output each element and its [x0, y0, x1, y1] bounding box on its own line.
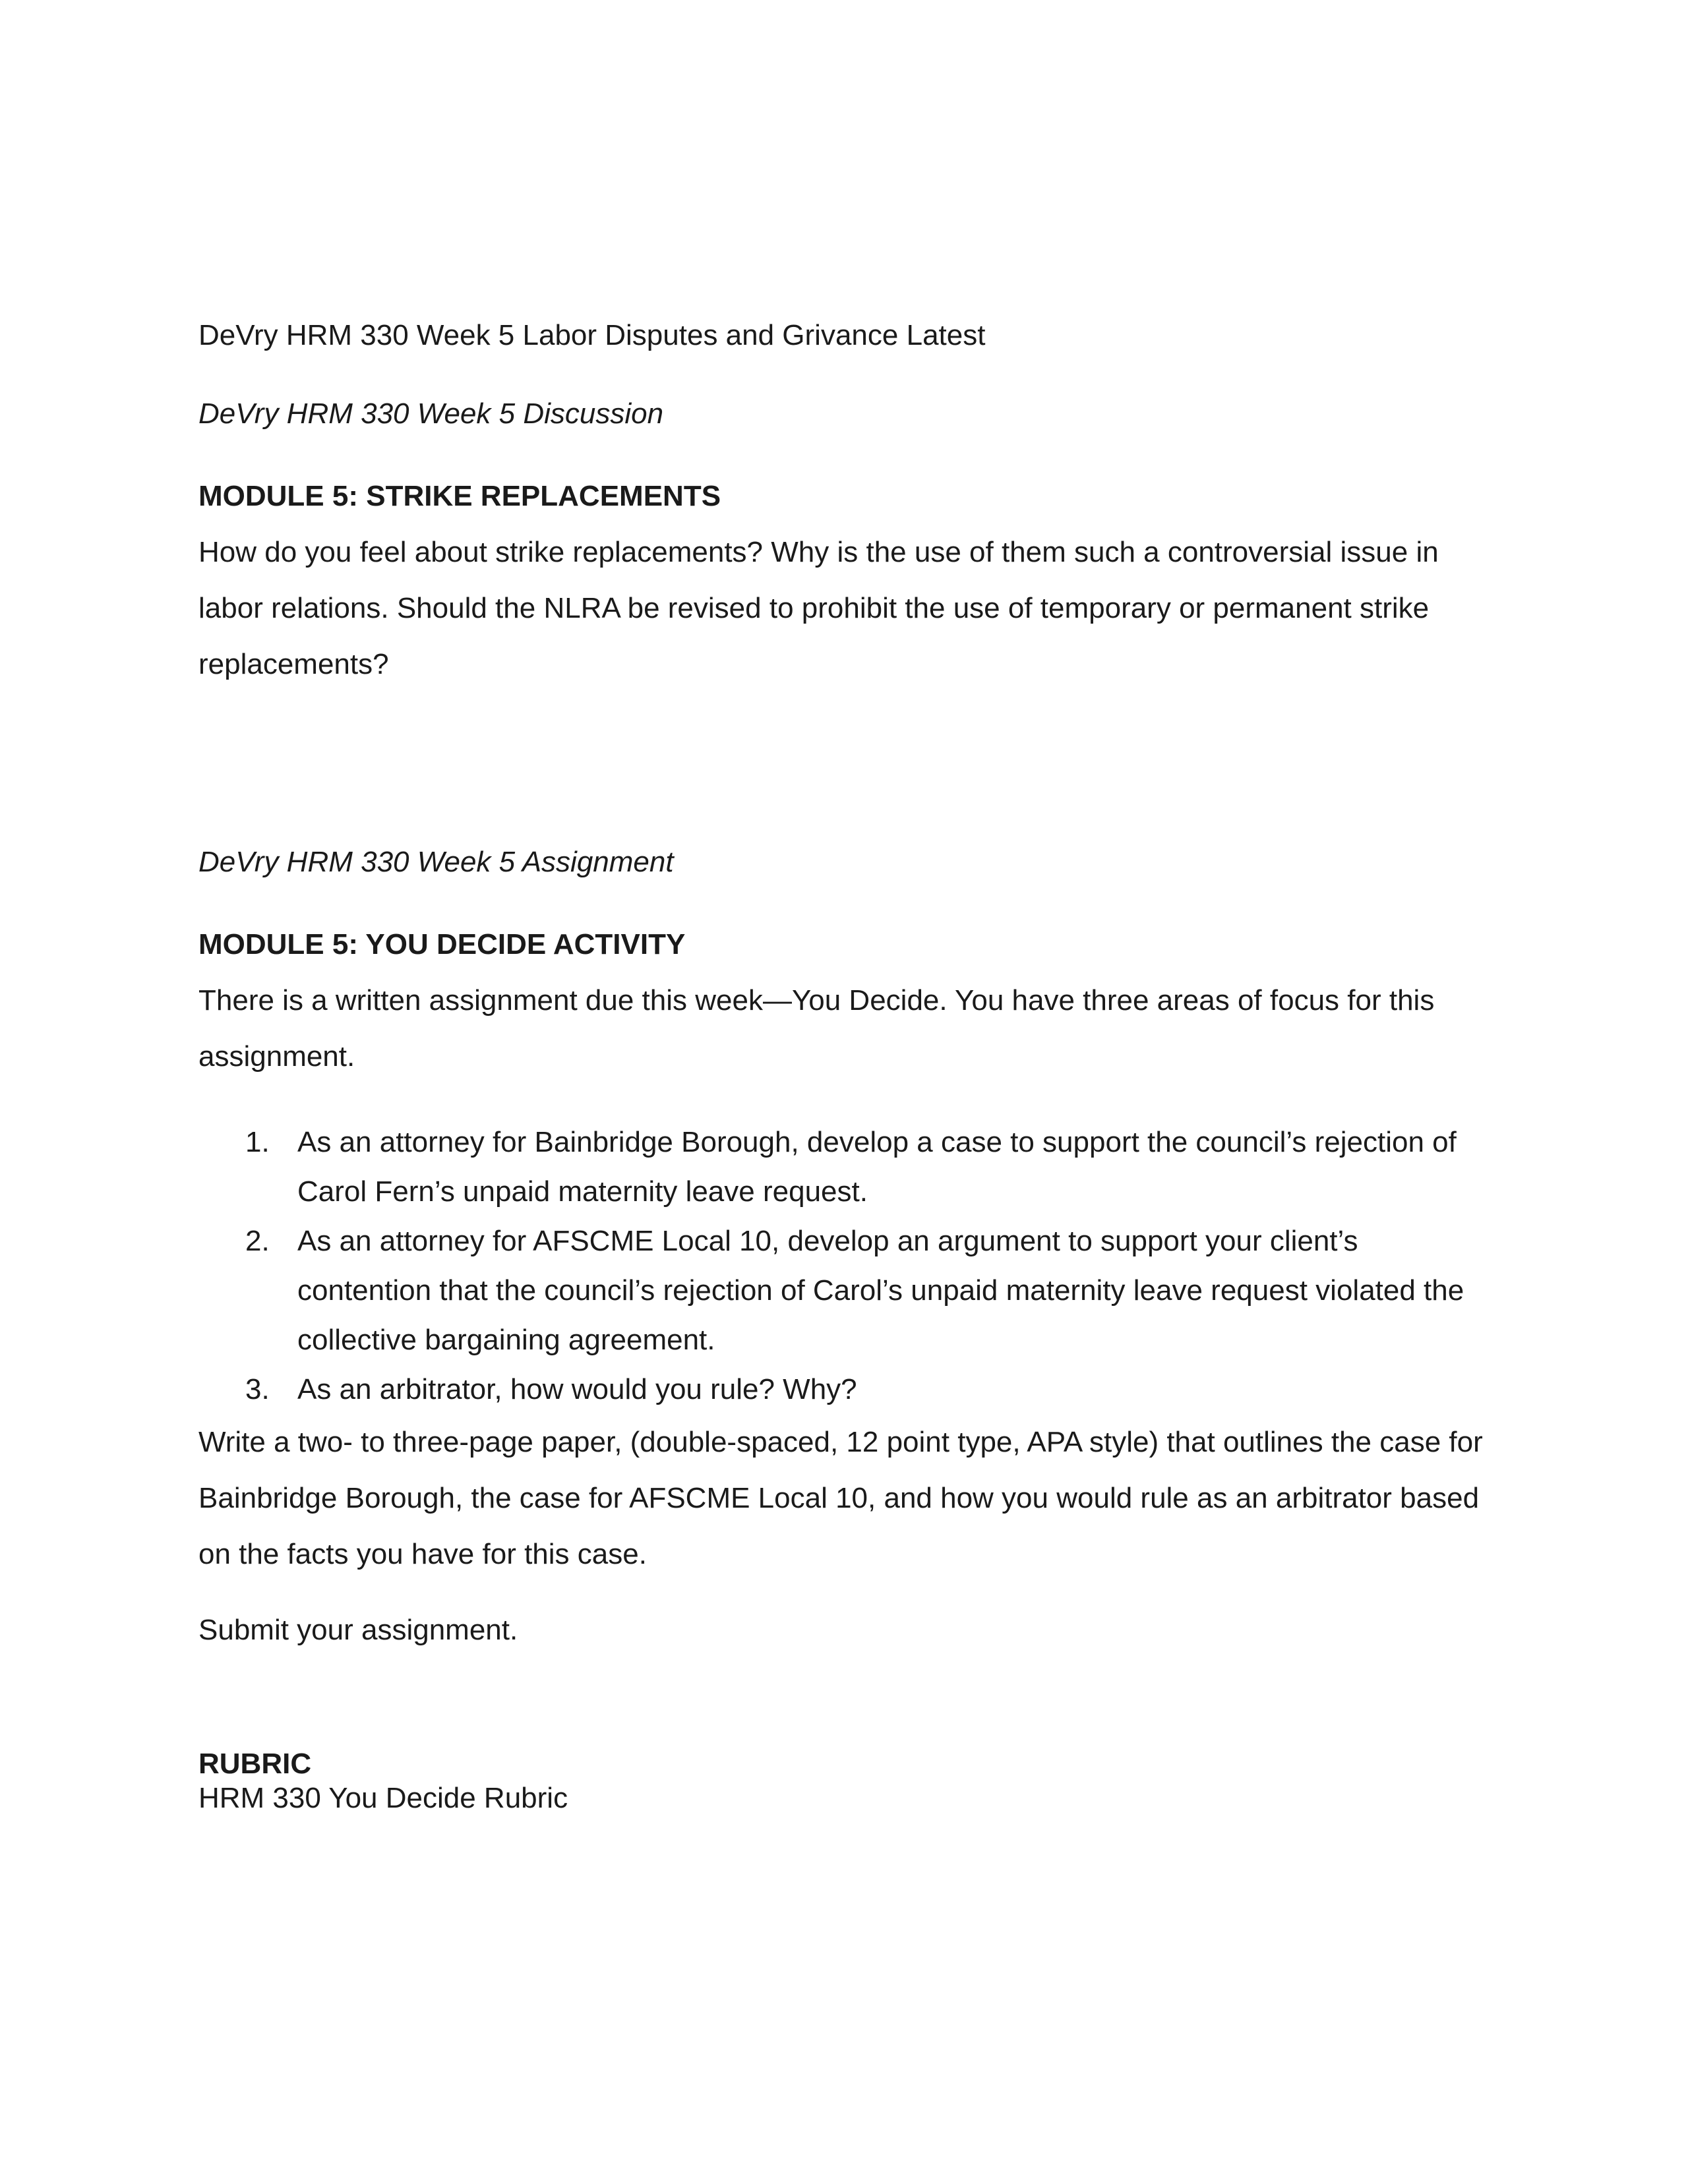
task-list	[198, 1117, 1491, 1414]
assignment-instructions: Write a two- to three-page paper, (double-spaced, 12 point type, APA style) that outlines the case for Bainbridge Borough, the case for AFSCME Local 10, and how you would rule as an arbitrator based on the facts you have for this case.	[198, 1426, 1483, 1570]
list-item	[198, 1365, 1491, 1414]
submit-instruction: Submit your assignment.	[198, 1614, 518, 1646]
discussion-heading: MODULE 5: STRIKE REPLACEMENTS	[198, 480, 721, 512]
document-content	[198, 307, 1491, 1815]
rubric-link[interactable]: HRM 330 You Decide Rubric	[198, 1782, 568, 1814]
discussion-body: How do you feel about strike replacements? Why is the use of them such a controversial issue in labor relations. Should the NLRA be revised to prohibit the use of temporary or permanent strike replacements?	[198, 536, 1439, 680]
list-item-number: 1.	[245, 1126, 270, 1158]
rubric-heading: RUBRIC	[198, 1748, 312, 1780]
list-spacer	[198, 1084, 1491, 1117]
assignment-heading: MODULE 5: YOU DECIDE ACTIVITY	[198, 928, 686, 960]
document-title: DeVry HRM 330 Week 5 Labor Disputes and Grivance Latest	[198, 319, 986, 351]
list-item-text: As an arbitrator, how would you rule? Why?	[297, 1373, 857, 1405]
list-item-text: As an attorney for AFSCME Local 10, develop an argument to support your client’s contention that the council’s rejection of Carol’s unpaid maternity leave request violated the collective bargaining agreement.	[297, 1225, 1464, 1356]
list-item	[198, 1117, 1491, 1216]
list-item	[198, 1216, 1491, 1365]
list-item-number: 3.	[245, 1373, 270, 1405]
list-item-text: As an attorney for Bainbridge Borough, develop a case to support the council’s rejection of Carol Fern’s unpaid maternity leave request.	[297, 1126, 1457, 1208]
assignment-subtitle: DeVry HRM 330 Week 5 Assignment	[198, 846, 674, 878]
list-item-number: 2.	[245, 1225, 270, 1257]
discussion-subtitle: DeVry HRM 330 Week 5 Discussion	[198, 398, 664, 430]
assignment-intro: There is a written assignment due this week—You Decide. You have three areas of focus for this assignment.	[198, 984, 1435, 1073]
